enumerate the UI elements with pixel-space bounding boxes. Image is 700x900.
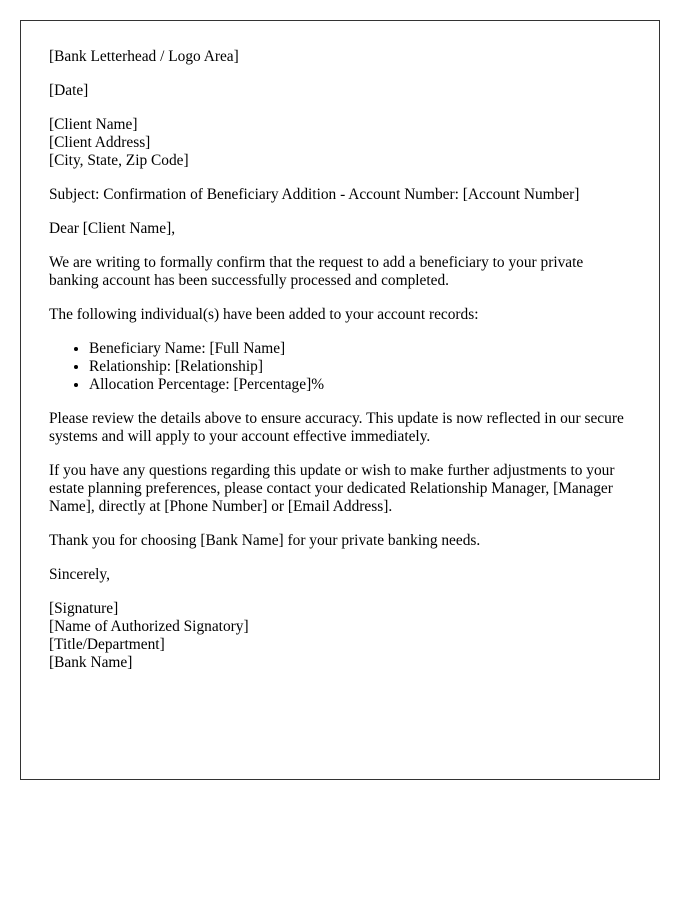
confirmation-paragraph: We are writing to formally confirm that the request to add a beneficiary to your private banking account has been successfully processed and completed. (49, 254, 584, 289)
beneficiary-name-item: • Beneficiary Name: [Full Name] (89, 340, 631, 358)
thank-you-paragraph: Thank you for choosing [Bank Name] for your private banking needs. (49, 532, 481, 549)
salutation: Dear [Client Name], (49, 220, 176, 237)
signature-block (49, 600, 631, 672)
signatory-title: [Title/Department] (49, 636, 165, 653)
signatory-bank-name: [Bank Name] (49, 654, 133, 671)
recipient-city-state-zip: [City, State, Zip Code] (49, 152, 189, 169)
relationship-item: • Relationship: [Relationship] (89, 358, 631, 376)
review-paragraph: Please review the details above to ensure accuracy. This update is now reflected in our secure systems and will apply to your account effective immediately. (49, 410, 624, 445)
signature: [Signature] (49, 600, 119, 617)
beneficiary-details-list (49, 340, 631, 394)
contact-paragraph: If you have any questions regarding this update or wish to make further adjustments to your estate planning preferences, please contact your dedicated Relationship Manager, [Manager Name], directly at [Phone Number] or [Email Address]. (49, 462, 615, 515)
allocation-percentage-item: • Allocation Percentage: [Percentage]% (89, 376, 631, 394)
letter-date: [Date] (49, 82, 89, 99)
beneficiary-intro-paragraph: The following individual(s) have been added to your account records: (49, 306, 479, 323)
recipient-address-block (49, 116, 631, 170)
recipient-address: [Client Address] (49, 134, 151, 151)
letterhead: [Bank Letterhead / Logo Area] (49, 48, 239, 65)
subject-line: Subject: Confirmation of Beneficiary Addition - Account Number: [Account Number] (49, 186, 580, 203)
letter-page (20, 20, 660, 780)
recipient-name: [Client Name] (49, 116, 138, 133)
signatory-name: [Name of Authorized Signatory] (49, 618, 249, 635)
closing: Sincerely, (49, 566, 110, 583)
